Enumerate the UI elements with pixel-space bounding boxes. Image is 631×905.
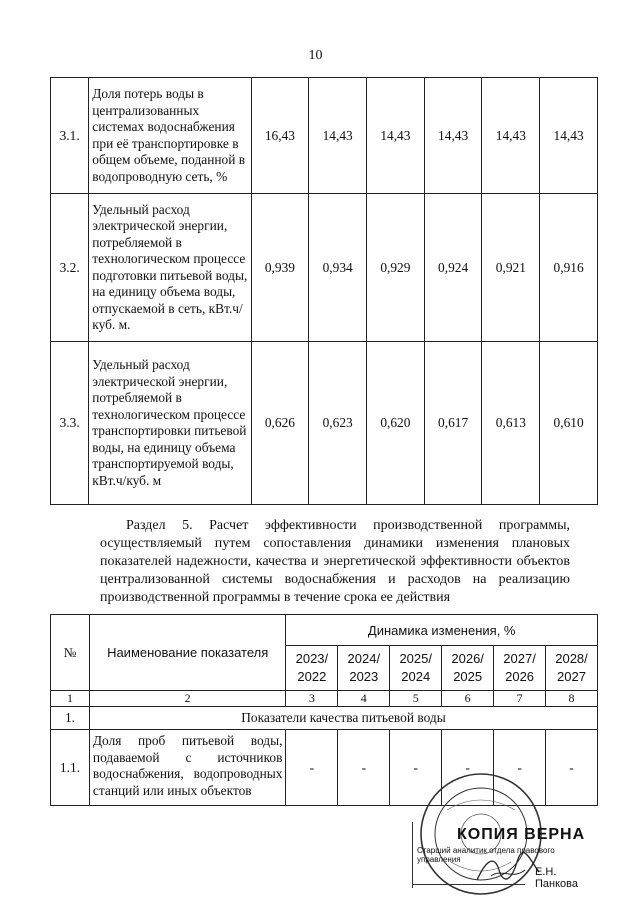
column-index-row [51,691,598,707]
value-cell: - [390,730,442,806]
row-number: 3.1. [51,78,89,194]
column-index: 4 [338,691,390,707]
signature-line [413,884,525,885]
value-cell: 14,43 [309,78,367,194]
value-cell: 0,939 [251,194,309,342]
value-cell: 14,43 [367,78,425,194]
value-cell: 14,43 [482,78,540,194]
stamp-title: КОПИЯ ВЕРНА [457,826,586,843]
section-title: Показатели качества питьевой воды [89,707,597,730]
column-index: 5 [390,691,442,707]
indicator-name: Доля потерь воды в централизованных системах водоснабжения при её транспортировке в общем объеме, поданной в водопроводную сеть, % [89,78,251,194]
table-row [51,194,598,342]
value-cell: 0,617 [424,342,482,505]
value-cell: 0,623 [309,342,367,505]
value-cell: 0,610 [540,342,598,505]
table-row [51,342,598,505]
section-5-paragraph: Раздел 5. Расчет эффективности производственной программы, осуществляемый путем сопоставления динамики изменения плановых показателей надежности, качества и энергетической эффективности объектов централизованной системы водоснабжения и расходов на реализацию производственной программы в течение срока ее действия [100,518,570,605]
indicator-name: Удельный расход электрической энергии, потребляемой в технологическом процессе подготовки питьевой воды, на единицу объема воды, отпускаемой в сеть, кВт.ч/куб. м. [89,194,251,342]
signatory-name: Е.Н. Панкова [535,866,578,890]
value-cell: 0,924 [424,194,482,342]
value-cell: - [442,730,494,806]
row-number: 3.3. [51,342,89,505]
year-header: 2026/ 2025 [442,646,494,691]
column-index: 8 [546,691,598,707]
column-index: 3 [286,691,338,707]
section-5-text [100,517,570,607]
table-row [51,78,598,194]
page-number: 10 [308,48,323,63]
indicators-table-energy [50,77,598,505]
section-row [51,707,598,730]
value-cell: - [494,730,546,806]
value-cell: - [338,730,390,806]
header-indicator-name: Наименование показателя [89,615,286,691]
value-cell: 14,43 [424,78,482,194]
stamp-subtitle: Старший аналитик отдела правового управления [417,846,555,864]
value-cell: 14,43 [540,78,598,194]
section-number: 1. [51,707,90,730]
year-header: 2025/ 2024 [390,646,442,691]
column-index: 7 [494,691,546,707]
value-cell: 0,613 [482,342,540,505]
value-cell: - [546,730,598,806]
signature-icon [473,852,543,886]
certification-stamp [412,822,589,888]
value-cell: 0,916 [540,194,598,342]
header-number: № [51,615,90,691]
value-cell: 0,620 [367,342,425,505]
value-cell: 0,626 [251,342,309,505]
year-header: 2027/ 2026 [494,646,546,691]
year-header: 2028/ 2027 [546,646,598,691]
indicator-name: Удельный расход электрической энергии, потребляемой в технологическом процессе транспортировки питьевой воды, на единицу объема транспортируемой воды, кВт.ч/куб. м [89,342,251,505]
column-index: 2 [89,691,286,707]
value-cell: 0,921 [482,194,540,342]
column-index: 1 [51,691,90,707]
header-dynamics: Динамика изменения, % [286,615,598,646]
year-header: 2024/ 2023 [338,646,390,691]
value-cell: - [286,730,338,806]
table-header-row [51,615,598,646]
value-cell: 16,43 [251,78,309,194]
column-index: 6 [442,691,494,707]
year-header: 2023/ 2022 [286,646,338,691]
row-number: 3.2. [51,194,89,342]
value-cell: 0,929 [367,194,425,342]
row-number: 1.1. [51,730,90,806]
value-cell: 0,934 [309,194,367,342]
indicator-name: Доля проб питьевой воды, подаваемой с источников водоснабжения, водопроводных станций или иных объектов [89,730,286,806]
